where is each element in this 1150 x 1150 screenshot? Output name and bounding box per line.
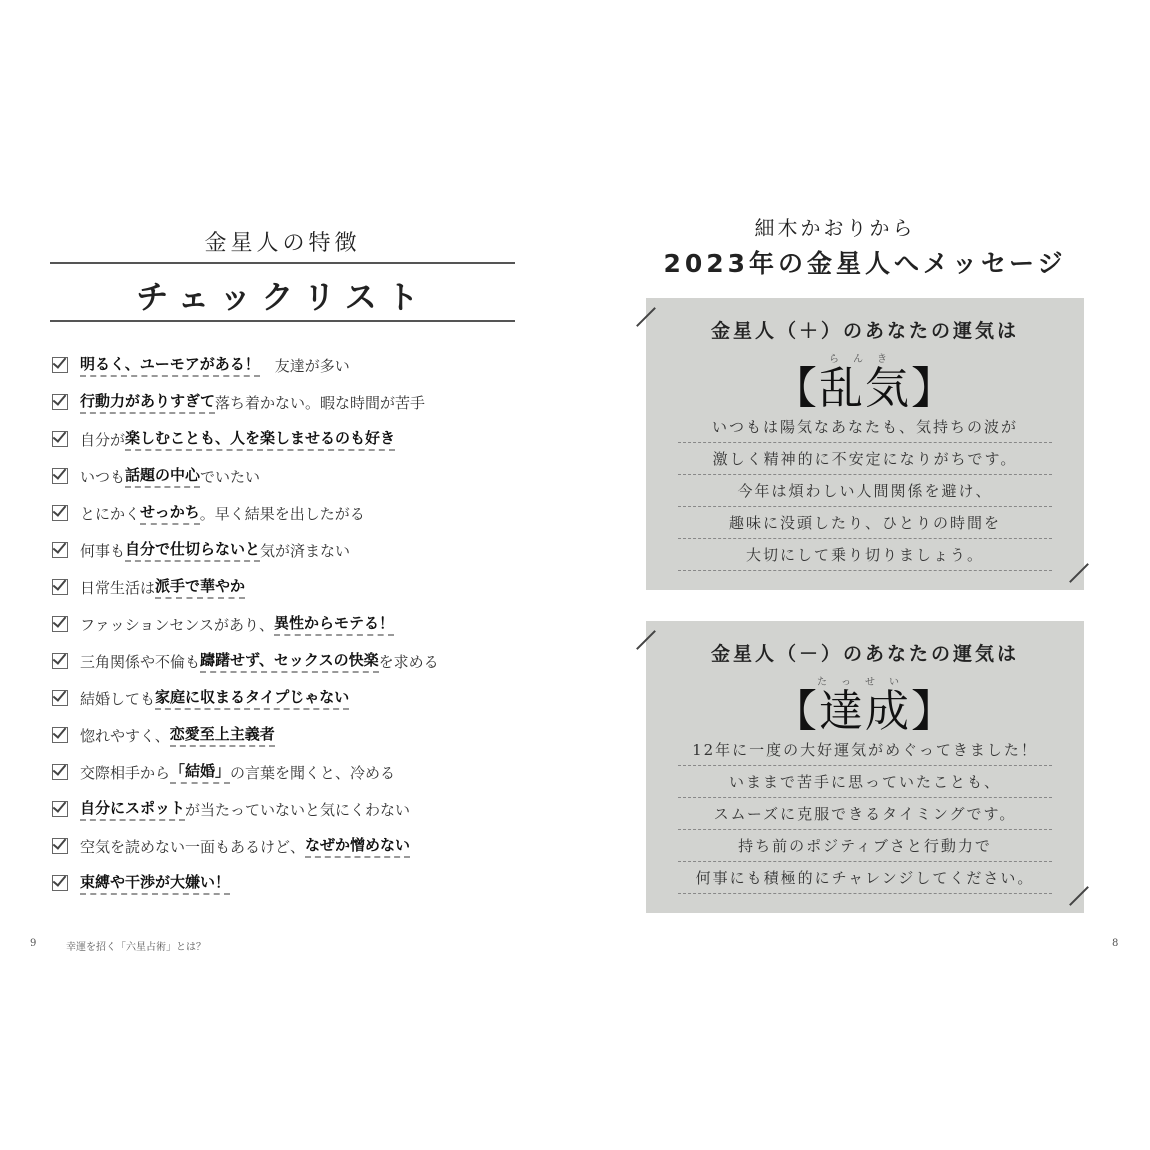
checklist-item-text: 落ち着かない。暇な時間が苦手: [215, 393, 426, 412]
left-running-head: 幸運を招く「六星占術」とは？: [66, 942, 206, 953]
checkbox-checked-icon: [52, 801, 68, 817]
box-plus-ruby: らんき: [829, 354, 901, 365]
checkbox-checked-icon: [52, 579, 68, 595]
checklist-item: [52, 831, 410, 861]
checkbox-checked-icon: [52, 616, 68, 632]
message-header-line1: 細木かおりから: [754, 216, 916, 240]
checklist-item-text: 。早く結果を出したがる: [199, 504, 365, 523]
checklist-item-text: 日常生活は: [80, 578, 156, 597]
checklist-item-text: 気が済まない: [260, 541, 351, 560]
checklist-item-text: 友達が多い: [259, 356, 350, 375]
checklist-item-emphasis: 自分にスポット: [80, 797, 185, 821]
checklist-item-text: 交際相手から: [80, 763, 171, 782]
message-box-minus: [646, 621, 1084, 913]
box-plus-keyword: 【乱気】: [773, 363, 957, 414]
box-minus-line: いままで苦手に思っていたことも、: [678, 771, 1052, 798]
checklist-subtitle: 金星人の特徴: [204, 231, 361, 256]
checklist-item: [52, 794, 410, 824]
checklist-item-text: ファッションセンスがあり、: [80, 615, 274, 634]
checkbox-checked-icon: [52, 727, 68, 743]
checklist-item: [52, 424, 395, 454]
checkbox-checked-icon: [52, 653, 68, 669]
checklist-item-emphasis: 異性からモテる！: [274, 612, 394, 636]
checklist-item: [52, 609, 394, 639]
checklist-item-text: とにかく: [80, 504, 141, 523]
checklist-item: [52, 387, 425, 417]
checklist-item-text: 自分が: [80, 430, 126, 449]
checklist-item: [52, 646, 439, 676]
box-minus-line: スムーズに克服できるタイミングです。: [678, 803, 1052, 830]
message-box-plus: [646, 298, 1084, 590]
checklist-item: [52, 720, 275, 750]
checklist-item-emphasis: なぜか憎めない: [305, 834, 410, 858]
checklist-item-text: が当たっていないと気にくわない: [185, 800, 411, 819]
box-minus-keyword: 【達成】: [773, 686, 957, 737]
box-minus-line: 持ち前のポジティブさと行動力で: [678, 835, 1052, 862]
checklist-item-emphasis: 家庭に収まるタイプじゃない: [155, 686, 349, 710]
checklist-item-emphasis: 束縛や干渉が大嫌い！: [80, 871, 230, 895]
right-page-number: 8: [1112, 938, 1119, 949]
checklist-item-text: の言葉を聞くと、冷める: [230, 763, 396, 782]
checklist-item-text: を求める: [378, 652, 439, 671]
checkbox-checked-icon: [52, 690, 68, 706]
checklist-item-emphasis: 躊躇せず、セックスの快楽: [200, 649, 379, 673]
checklist-item-text: 空気を読めない一面もあるけど、: [80, 837, 306, 856]
checkbox-checked-icon: [52, 838, 68, 854]
checklist-item-emphasis: 自分で仕切らないと: [125, 538, 260, 562]
checklist-item-emphasis: せっかち: [140, 501, 200, 525]
checklist-item-text: 三角関係や不倫も: [80, 652, 201, 671]
checklist-item: [52, 350, 350, 380]
checkbox-checked-icon: [52, 505, 68, 521]
box-minus-line: 12年に一度の大好運気がめぐってきました！: [678, 739, 1052, 766]
checkbox-checked-icon: [52, 357, 68, 373]
checklist-item-emphasis: 明るく、ユーモアがある！: [80, 353, 260, 377]
box-plus-line: 大切にして乗り切りましょう。: [678, 544, 1052, 571]
checklist-item: [52, 535, 350, 565]
checklist-item: [52, 868, 230, 898]
checklist-title: チェックリスト: [136, 278, 429, 316]
checkbox-checked-icon: [52, 875, 68, 891]
checkbox-checked-icon: [52, 542, 68, 558]
checklist-item-emphasis: 行動力がありすぎて: [80, 390, 215, 414]
checklist-item-emphasis: 派手で華やか: [155, 575, 245, 599]
checklist-item-emphasis: 楽しむことも、人を楽しませるのも好き: [125, 427, 395, 451]
box-plus-line: いつもは陽気なあなたも、気持ちの波が: [678, 416, 1052, 443]
box-minus-line: 何事にも積極的にチャレンジしてください。: [678, 867, 1052, 894]
box-plus-line: 今年は煩わしい人間関係を避け、: [678, 480, 1052, 507]
checklist-item-text: 惚れやすく、: [80, 726, 170, 745]
checklist-item: [52, 683, 349, 713]
box-minus-title: 金星人（－）のあなたの運気は: [710, 643, 1019, 665]
checklist-item-emphasis: 話題の中心: [125, 464, 200, 488]
box-minus-ruby: たっせい: [817, 677, 913, 688]
checklist-item: [52, 757, 395, 787]
box-plus-title: 金星人（＋）のあなたの運気は: [710, 320, 1019, 342]
checklist-item: [52, 461, 260, 491]
checkbox-checked-icon: [52, 764, 68, 780]
title-rule-top: [50, 262, 515, 264]
checklist-item-text: 結婚しても: [80, 689, 156, 708]
checklist-item: [52, 498, 365, 528]
box-plus-line: 激しく精神的に不安定になりがちです。: [678, 448, 1052, 475]
checkbox-checked-icon: [52, 431, 68, 447]
left-page-number: 9: [30, 938, 37, 949]
message-header-line2: 2023年の金星人へメッセージ: [663, 249, 1067, 278]
box-plus-line: 趣味に没頭したり、ひとりの時間を: [678, 512, 1052, 539]
title-rule-bottom: [50, 320, 515, 322]
checklist-item-text: でいたい: [200, 467, 261, 486]
checklist-item: [52, 572, 245, 602]
checklist-item-text: 何事も: [80, 541, 126, 560]
checklist-item-emphasis: 恋愛至上主義者: [170, 723, 275, 747]
checklist-item-emphasis: 「結婚」: [170, 760, 230, 784]
checkbox-checked-icon: [52, 468, 68, 484]
checklist-item-text: いつも: [80, 467, 126, 486]
checkbox-checked-icon: [52, 394, 68, 410]
